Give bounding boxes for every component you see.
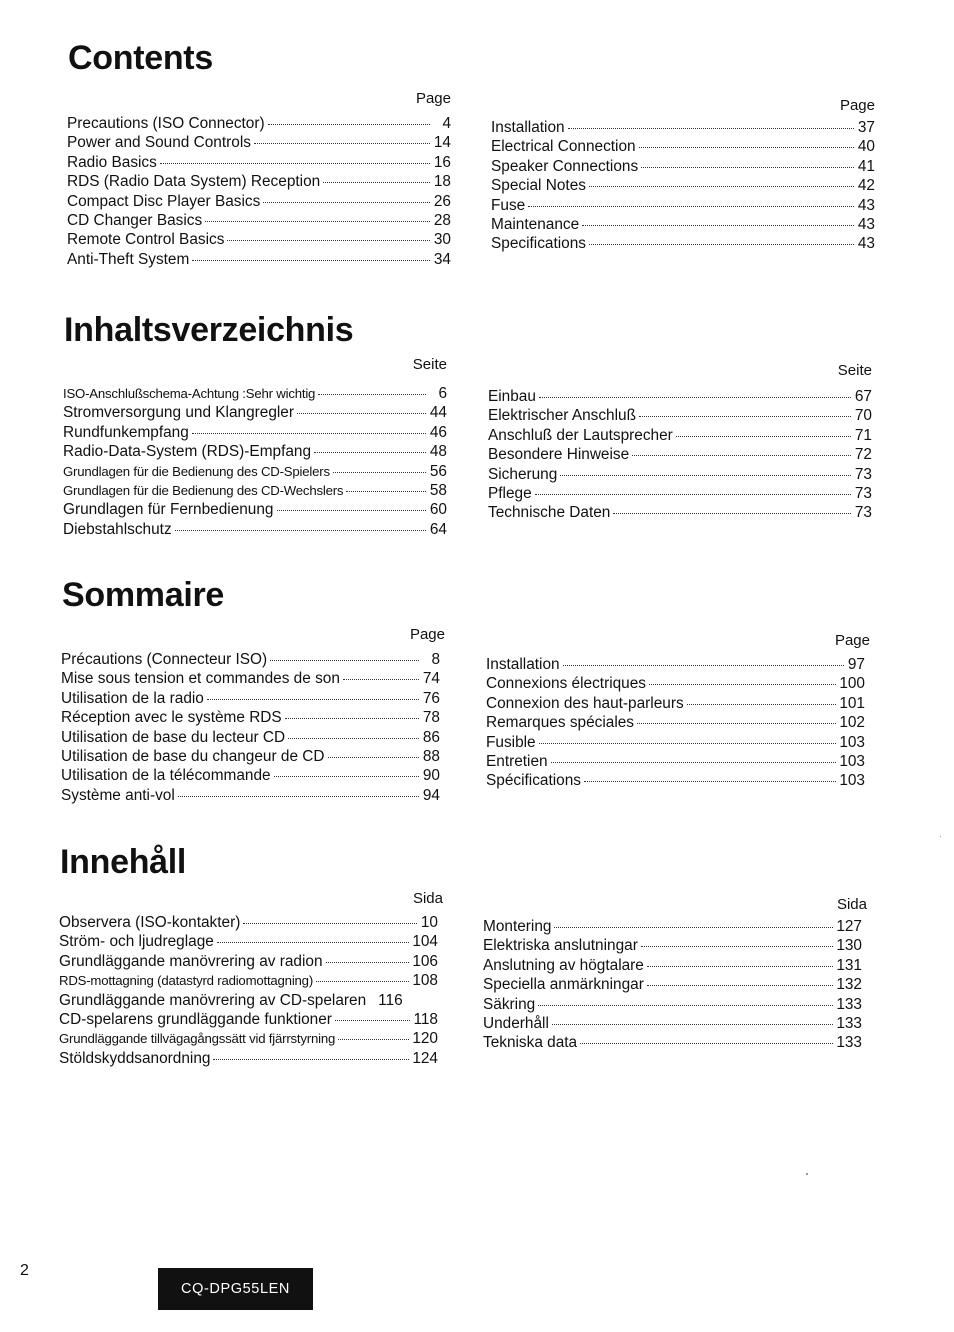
toc-entry[interactable]	[486, 733, 865, 752]
dot-leader	[554, 926, 833, 928]
dot-leader	[589, 243, 854, 245]
toc-entry[interactable]	[488, 465, 872, 484]
toc-entry-label: Radio Basics	[67, 153, 157, 171]
toc-entry-label: Fusible	[486, 733, 536, 751]
toc-entry[interactable]	[67, 211, 451, 230]
toc-entry-label: Utilisation de la radio	[61, 689, 204, 707]
dot-leader	[676, 435, 851, 437]
dot-leader	[333, 471, 426, 473]
toc-entry-page: 73	[854, 504, 872, 522]
dot-leader	[285, 717, 419, 719]
section-title: Contents	[68, 39, 213, 77]
toc-entry[interactable]	[61, 728, 440, 747]
toc-entry-label: Observera (ISO-kontakter)	[59, 914, 241, 931]
page-column-header: Seite	[412, 356, 447, 373]
toc-entry[interactable]	[483, 956, 862, 975]
page-number: 2	[20, 1262, 29, 1279]
dot-leader	[160, 162, 430, 164]
dot-leader	[274, 775, 419, 777]
toc-entry-page: 34	[433, 250, 451, 268]
toc-entry-label: CD-spelarens grundläggande funktioner	[59, 1010, 332, 1028]
section-title: Sommaire	[62, 576, 225, 614]
toc-entry-label: Stöldskyddsanordning	[59, 1049, 211, 1067]
toc-entry-page: 103	[839, 733, 865, 751]
dot-leader	[178, 795, 419, 797]
toc-entry-page: 103	[839, 772, 865, 790]
toc-entry[interactable]	[67, 133, 451, 152]
toc-entry[interactable]	[61, 689, 440, 708]
dot-leader	[268, 123, 430, 125]
toc-entry[interactable]	[67, 172, 451, 191]
dot-leader	[649, 683, 836, 685]
toc-entry-page: 73	[854, 484, 872, 502]
toc-list	[483, 917, 862, 1053]
toc-entry-label: Installation	[491, 119, 565, 136]
toc-entry[interactable]	[483, 995, 862, 1014]
dot-leader	[551, 761, 837, 763]
toc-entry-label: Pflege	[488, 484, 532, 502]
dot-leader	[338, 1038, 409, 1040]
dot-leader	[538, 1004, 833, 1006]
toc-entry-page: 28	[433, 211, 451, 229]
toc-entry-label: Sicherung	[488, 465, 558, 483]
toc-entry-page: 8	[431, 651, 440, 668]
toc-entry[interactable]	[59, 991, 438, 1010]
toc-entry-label: Anslutning av högtalare	[483, 956, 644, 974]
toc-entry-label: Montering	[483, 918, 552, 935]
toc-entry-label: Diebstahlschutz	[63, 520, 172, 538]
toc-entry-label: Radio-Data-System (RDS)-Empfang	[63, 443, 312, 461]
toc-entry-label: Anschluß der Lautsprecher	[488, 426, 673, 444]
toc-list	[59, 913, 438, 1068]
dot-leader	[539, 396, 851, 398]
dot-leader	[647, 965, 833, 967]
toc-entry[interactable]	[59, 971, 438, 990]
toc-entry[interactable]	[491, 176, 875, 195]
dot-leader	[641, 166, 854, 168]
toc-entry[interactable]	[488, 484, 872, 503]
toc-entry[interactable]	[63, 520, 447, 539]
dot-leader	[227, 239, 430, 241]
toc-entry-page: 86	[422, 728, 440, 746]
toc-entry-page: 78	[422, 709, 440, 727]
toc-entry-page: 70	[854, 407, 872, 425]
toc-entry[interactable]	[488, 387, 872, 406]
dot-leader	[335, 1019, 411, 1021]
toc-entry-page: 116	[378, 991, 403, 1009]
toc-entry-label: Underhåll	[483, 1014, 549, 1032]
toc-entry[interactable]	[486, 713, 865, 732]
toc-entry-page: 46	[429, 423, 447, 441]
toc-entry-page: 16	[433, 153, 451, 171]
toc-entry[interactable]	[491, 157, 875, 176]
toc-entry[interactable]	[483, 975, 862, 994]
dot-leader	[552, 1023, 833, 1025]
toc-list	[61, 650, 440, 805]
toc-entry-page: 14	[433, 134, 451, 152]
toc-entry-label: Grundläggande manövrering av radion	[59, 952, 323, 970]
toc-entry-page: 73	[854, 465, 872, 483]
dot-leader	[639, 146, 854, 148]
toc-entry[interactable]	[486, 674, 865, 693]
dot-leader	[297, 412, 426, 414]
toc-entry[interactable]	[486, 655, 865, 674]
toc-entry-page: 90	[422, 767, 440, 785]
toc-entry[interactable]	[488, 503, 872, 522]
dot-leader	[539, 742, 837, 744]
toc-entry-page: 41	[857, 157, 875, 175]
dot-leader	[213, 1058, 409, 1060]
toc-entry[interactable]	[491, 137, 875, 156]
toc-entry-page: 133	[836, 1034, 862, 1052]
toc-entry[interactable]	[63, 500, 447, 519]
toc-entry-page: 94	[422, 786, 440, 804]
toc-entry[interactable]	[67, 153, 451, 172]
toc-entry-label: Säkring	[483, 995, 536, 1013]
toc-entry-page: 37	[857, 119, 875, 136]
toc-entry-label: Speaker Connections	[491, 157, 639, 175]
toc-entry[interactable]	[67, 250, 451, 269]
toc-entry-page: 56	[429, 462, 447, 480]
toc-entry-label: Grundlagen für die Bedienung des CD-Spielers	[63, 463, 330, 479]
dot-leader	[369, 1001, 375, 1002]
dot-leader	[205, 220, 430, 222]
dot-leader	[632, 454, 851, 456]
toc-entry-label: Connexion des haut-parleurs	[486, 694, 684, 712]
toc-entry-page: 106	[412, 952, 438, 970]
toc-entry-label: Fuse	[491, 196, 526, 214]
toc-entry-label: Tekniska data	[483, 1034, 578, 1052]
dot-leader	[192, 259, 430, 261]
toc-entry-label: Grundläggande tillvägagångssätt vid fjärrstyrning	[59, 1031, 336, 1047]
toc-entry[interactable]	[63, 481, 447, 500]
toc-entry-page: 124	[412, 1049, 438, 1067]
toc-list	[486, 655, 865, 791]
toc-entry-label: Utilisation de la télécommande	[61, 767, 271, 785]
toc-entry-label: Stromversorgung und Klangregler	[63, 404, 294, 422]
toc-entry-page: 72	[854, 446, 872, 464]
toc-entry-label: Einbau	[488, 388, 536, 405]
toc-entry[interactable]	[67, 192, 451, 211]
toc-list	[63, 384, 447, 539]
page-column-header: Sida	[412, 890, 443, 907]
dot-leader	[535, 493, 851, 495]
toc-entry[interactable]	[63, 384, 447, 403]
page-column-header: Page	[415, 90, 451, 107]
toc-entry-label: Elektrischer Anschluß	[488, 407, 636, 425]
dot-leader	[316, 980, 409, 982]
toc-entry-page: 103	[839, 752, 865, 770]
toc-entry-page: 71	[854, 426, 872, 444]
toc-entry-label: Réception avec le système RDS	[61, 709, 282, 727]
toc-entry-label: Utilisation de base du changeur de CD	[61, 747, 325, 765]
dot-leader	[270, 659, 419, 661]
toc-entry[interactable]	[486, 752, 865, 771]
dot-leader	[582, 224, 854, 226]
toc-entry[interactable]	[63, 462, 447, 481]
dot-leader	[613, 512, 851, 514]
dot-leader	[254, 142, 430, 144]
toc-entry[interactable]	[63, 423, 447, 442]
toc-entry-label: Specifications	[491, 235, 586, 253]
toc-entry-page: 64	[429, 520, 447, 538]
toc-entry-page: 30	[433, 231, 451, 249]
toc-entry-page: 26	[433, 192, 451, 210]
toc-entry-page: 58	[429, 481, 447, 499]
dot-leader	[687, 703, 837, 705]
toc-entry[interactable]	[488, 426, 872, 445]
dot-leader	[277, 509, 427, 511]
toc-entry-page: 108	[412, 972, 438, 990]
page-column-header: Page	[834, 632, 870, 649]
toc-entry-page: 18	[433, 173, 451, 191]
dot-leader	[641, 945, 833, 947]
toc-entry[interactable]	[483, 1014, 862, 1033]
toc-entry-label: Precautions (ISO Connector)	[67, 115, 265, 132]
toc-entry[interactable]	[67, 114, 451, 133]
toc-entry[interactable]	[488, 406, 872, 425]
toc-entry-label: Compact Disc Player Basics	[67, 192, 261, 210]
toc-entry-page: 43	[857, 235, 875, 253]
toc-entry[interactable]	[67, 230, 451, 249]
toc-entry-label: Elektriska anslutningar	[483, 937, 638, 955]
toc-entry[interactable]	[63, 403, 447, 422]
toc-entry-label: Précautions (Connecteur ISO)	[61, 651, 268, 668]
toc-entry-label: Connexions électriques	[486, 675, 646, 693]
model-badge	[158, 1268, 313, 1310]
dot-leader	[217, 941, 409, 943]
toc-entry-page: 130	[836, 937, 862, 955]
dot-leader	[584, 780, 836, 782]
toc-entry-page: 43	[857, 196, 875, 214]
toc-entry-page: 44	[429, 404, 447, 422]
toc-entry-page: 74	[422, 670, 440, 688]
toc-entry[interactable]	[483, 936, 862, 955]
toc-entry[interactable]	[59, 1049, 438, 1068]
toc-entry[interactable]	[63, 442, 447, 461]
toc-entry-page: 6	[438, 385, 447, 402]
toc-entry[interactable]	[491, 196, 875, 215]
dot-leader	[263, 201, 430, 203]
dot-leader	[243, 922, 417, 924]
dot-leader	[560, 474, 851, 476]
toc-entry-page: 131	[836, 956, 862, 974]
toc-entry-label: Remarques spéciales	[486, 714, 634, 732]
dot-leader	[580, 1042, 833, 1044]
toc-entry-label: Remote Control Basics	[67, 231, 225, 249]
dot-leader	[318, 393, 426, 395]
toc-entry[interactable]	[488, 445, 872, 464]
page-column-header: Sida	[836, 896, 867, 913]
dot-leader	[175, 529, 426, 531]
toc-list	[67, 114, 451, 269]
toc-entry[interactable]	[61, 669, 440, 688]
dot-leader	[647, 984, 833, 986]
toc-entry-label: Grundlagen für die Bedienung des CD-Wechslers	[63, 482, 344, 498]
toc-list	[488, 387, 872, 523]
toc-entry-label: ISO-Anschlußschema-Achtung :Sehr wichtig	[63, 386, 316, 401]
dot-leader	[192, 432, 426, 434]
toc-entry[interactable]	[61, 747, 440, 766]
toc-entry-page: 127	[836, 918, 862, 935]
toc-entry-page: 132	[836, 976, 862, 994]
toc-entry-label: Power and Sound Controls	[67, 134, 251, 152]
dot-leader	[343, 678, 419, 680]
toc-entry-page: 120	[412, 1030, 438, 1048]
toc-entry-page: 133	[836, 995, 862, 1013]
toc-entry-page: 10	[420, 914, 438, 931]
toc-entry-label: Ström- och ljudreglage	[59, 933, 214, 951]
toc-entry-label: Speciella anmärkningar	[483, 976, 644, 994]
toc-entry-label: Special Notes	[491, 177, 586, 195]
toc-entry-label: CD Changer Basics	[67, 211, 203, 229]
toc-entry-page: 101	[839, 694, 865, 712]
toc-entry-page: 88	[422, 747, 440, 765]
toc-entry-label: Technische Daten	[488, 504, 611, 522]
toc-entry-label: Rundfunkempfang	[63, 423, 189, 441]
toc-entry-label: Système anti-vol	[61, 786, 175, 804]
scan-speck	[806, 1173, 808, 1175]
toc-entry[interactable]	[483, 1033, 862, 1052]
dot-leader	[568, 127, 854, 129]
toc-entry-page: 97	[847, 656, 865, 673]
toc-entry[interactable]	[491, 234, 875, 253]
toc-entry-label: RDS-mottagning (datastyrd radiomottagning)	[59, 973, 314, 989]
toc-entry[interactable]	[61, 650, 440, 669]
dot-leader	[589, 185, 854, 187]
toc-entry-page: 118	[413, 1010, 438, 1028]
page-column-header: Seite	[837, 362, 872, 379]
toc-entry-page: 42	[857, 177, 875, 195]
toc-entry-label: Maintenance	[491, 215, 580, 233]
dot-leader	[207, 698, 419, 700]
toc-entry[interactable]	[59, 932, 438, 951]
toc-entry[interactable]	[483, 917, 862, 936]
dot-leader	[323, 181, 430, 183]
toc-entry-label: RDS (Radio Data System) Reception	[67, 173, 321, 191]
model-label: CQ-DPG55LEN	[181, 1281, 290, 1297]
toc-entry-label: Mise sous tension et commandes de son	[61, 670, 340, 688]
toc-entry[interactable]	[61, 786, 440, 805]
toc-entry[interactable]	[486, 694, 865, 713]
toc-entry-page: 67	[854, 388, 872, 405]
toc-entry[interactable]	[59, 1029, 438, 1048]
toc-entry-label: Besondere Hinweise	[488, 446, 630, 464]
dot-leader	[328, 756, 419, 758]
toc-list	[491, 118, 875, 254]
dot-leader	[326, 961, 410, 963]
dot-leader	[637, 722, 836, 724]
toc-entry-label: Anti-Theft System	[67, 250, 190, 268]
toc-entry-label: Grundlagen für Fernbedienung	[63, 501, 274, 519]
dot-leader	[346, 490, 426, 492]
toc-entry[interactable]	[491, 118, 875, 137]
dot-leader	[563, 664, 844, 666]
toc-entry-page: 102	[839, 714, 865, 732]
toc-entry-page: 60	[429, 501, 447, 519]
toc-entry[interactable]	[486, 771, 865, 790]
toc-entry-page: 76	[422, 689, 440, 707]
toc-entry[interactable]	[59, 1010, 438, 1029]
toc-entry-label: Electrical Connection	[491, 138, 636, 156]
section-title: Inhaltsverzeichnis	[64, 311, 354, 349]
page-column-header: Page	[839, 97, 875, 114]
toc-entry-page: 100	[839, 675, 865, 693]
page-column-header: Page	[409, 626, 445, 643]
toc-entry-label: Grundläggande manövrering av CD-spelaren	[59, 991, 367, 1009]
dot-leader	[314, 451, 426, 453]
section-title: Innehåll	[60, 843, 187, 881]
toc-entry-page: 104	[412, 933, 438, 951]
toc-entry-page: 133	[836, 1014, 862, 1032]
toc-entry-label: Installation	[486, 656, 560, 673]
toc-entry[interactable]	[59, 913, 438, 932]
toc-entry-page: 4	[442, 115, 451, 132]
toc-entry[interactable]	[59, 952, 438, 971]
toc-entry-label: Utilisation de base du lecteur CD	[61, 728, 286, 746]
toc-entry[interactable]	[491, 215, 875, 234]
toc-entry[interactable]	[61, 708, 440, 727]
dot-leader	[288, 737, 419, 739]
dot-leader	[639, 415, 851, 417]
toc-entry-page: 40	[857, 138, 875, 156]
toc-entry-label: Spécifications	[486, 772, 581, 790]
toc-entry-label: Entretien	[486, 752, 548, 770]
toc-entry[interactable]	[61, 766, 440, 785]
toc-entry-page: 48	[429, 443, 447, 461]
scan-speck	[940, 836, 941, 837]
toc-entry-page: 43	[857, 215, 875, 233]
dot-leader	[528, 205, 854, 207]
